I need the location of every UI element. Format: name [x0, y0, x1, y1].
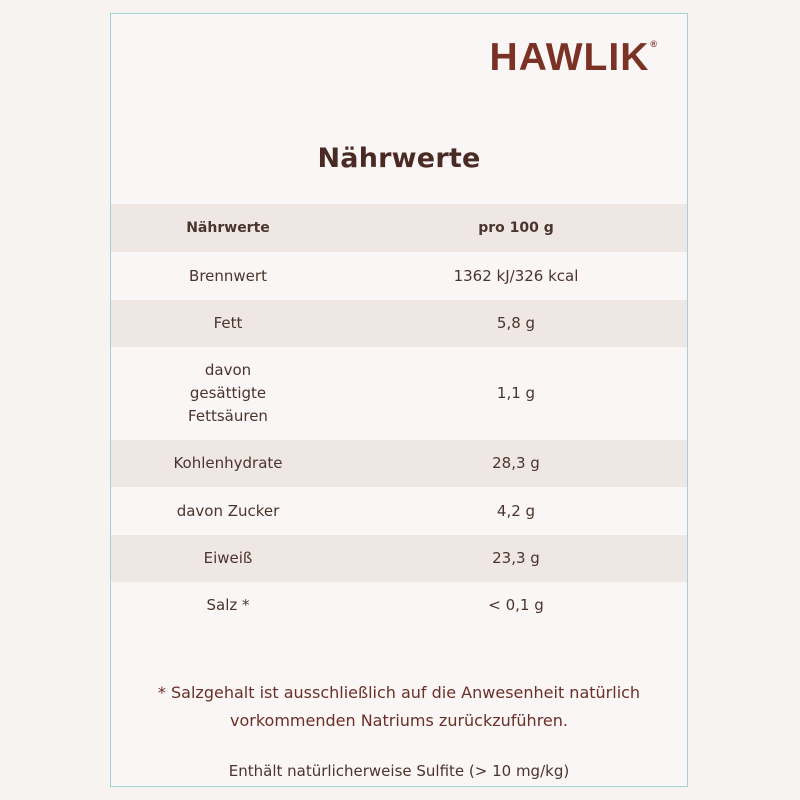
nutrient-name: Kohlenhydrate	[173, 454, 283, 472]
table-row	[111, 252, 687, 300]
nutrient-value: 4,2 g	[496, 501, 536, 520]
nutrient-value: < 0,1 g	[488, 595, 544, 614]
salt-footnote	[111, 679, 687, 735]
table-header-row	[111, 204, 687, 252]
nutrient-name: davon Zucker	[176, 501, 280, 520]
brand-logo	[490, 38, 657, 77]
nutrition-table	[111, 204, 687, 628]
registered-mark: ®	[650, 39, 657, 49]
nutrient-name: Salz *	[206, 595, 250, 614]
brand-name: HAWLIK	[489, 36, 650, 79]
nutrient-value: 1,1 g	[496, 384, 536, 402]
sulfite-note: Enthält natürlicherweise Sulfite (> 10 mg/kg)	[228, 762, 570, 780]
nutrition-title: Nährwerte	[317, 143, 481, 174]
nutrient-value: 23,3 g	[492, 549, 540, 567]
table-row	[111, 582, 687, 628]
nutrition-card	[110, 13, 688, 787]
header-value: pro 100 g	[478, 219, 554, 236]
nutrient-name: Eiweiß	[203, 549, 253, 567]
nutrient-value: 5,8 g	[496, 314, 536, 332]
nutrient-value: 1362 kJ/326 kcal	[453, 266, 579, 285]
footnote-line-2: vorkommenden Natriums zurückzuführen.	[230, 711, 568, 730]
table-row	[111, 535, 687, 582]
table-row	[111, 440, 687, 487]
table-row	[111, 347, 687, 440]
table-row	[111, 300, 687, 347]
nutrient-name: Brennwert	[189, 266, 267, 285]
nutrient-name: Fett	[213, 314, 243, 332]
table-row	[111, 487, 687, 535]
footnote-line-1: * Salzgehalt ist ausschließlich auf die Anwesenheit natürlich	[157, 683, 641, 702]
nutrient-value: 28,3 g	[492, 454, 540, 472]
nutrient-name: davon gesättigte Fettsäuren	[188, 361, 268, 425]
header-name: Nährwerte	[186, 219, 270, 236]
